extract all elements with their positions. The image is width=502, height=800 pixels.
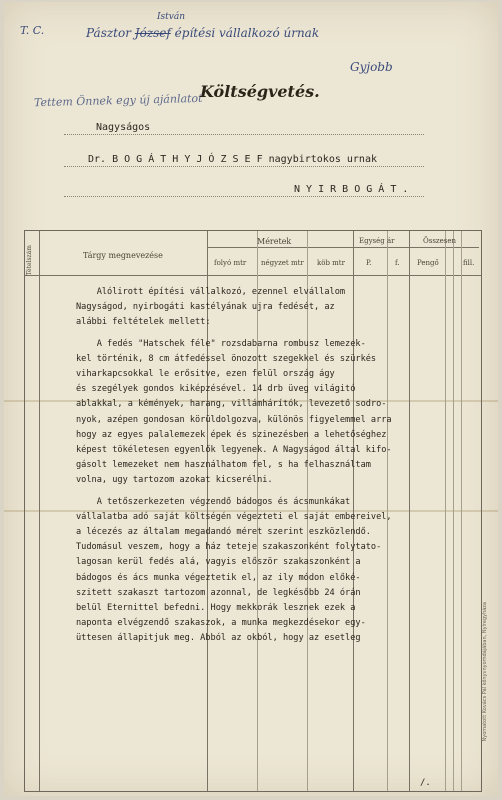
body-line: nyok, azépen gondosan körüldolgozva, különös figyelemmel arra (76, 414, 392, 425)
handwritten-prefix: Pásztor (86, 26, 131, 40)
header-number: Tételszám (26, 245, 33, 276)
header-pengo: Pengő (417, 259, 439, 267)
body-line: üttesen állapitjuk meg. Abból az okból, hogy az esetleg (76, 633, 361, 644)
column-rule (445, 231, 446, 791)
handwritten-inserted-name: István (157, 12, 186, 22)
body-line: naponta elvégzendő szakaszok, a munka megkezdésekor egy- (76, 618, 366, 629)
header-cubic-meter: köb mtr (317, 259, 345, 267)
printer-note: Nyomatott Kovács Pál könyvnyomdájában, Nyíregyháza (482, 602, 488, 742)
body-line: bádogos és ács munka végeztetik el, az ily módon előké- (76, 572, 361, 583)
dotted-line (64, 196, 424, 197)
body-paragraph (76, 337, 436, 489)
handwritten-tc: T. C. (20, 24, 45, 37)
body-line: viharkapcsokkal le erősitve, ezen felül ország ágy (76, 369, 335, 380)
body-line: Nagyságod, nyirbogáti kastélyának ujra fedését, az (76, 302, 335, 313)
typed-body (76, 285, 436, 653)
body-line: Alólirott építési vállalkozó, ezennel elvállalom (76, 287, 346, 297)
dotted-line (64, 134, 424, 135)
page-mark: /. (420, 778, 431, 788)
header-square-meter: négyzet mtr (261, 259, 304, 267)
column-rule (453, 231, 454, 791)
body-line: alábbi feltételek mellett: (76, 317, 211, 328)
header-p: P. (366, 259, 372, 267)
handwritten-suffix: építési vállalkozó úrnak (174, 26, 320, 40)
body-line: Tudomásul veszem, hogy a ház teteje szakaszonként folytato- (76, 542, 382, 553)
column-rule (461, 231, 462, 791)
body-paragraph (76, 285, 436, 331)
body-line: vállalatba adó saját költségén végezteti el saját embereivel, (76, 511, 392, 522)
body-line: gásolt lemezeket nem használhatom fel, s ha felhasználtam (76, 460, 371, 471)
header-subrule (207, 247, 375, 248)
header-fill: fill. (463, 259, 475, 267)
header-item: Tárgy megnevezése (83, 251, 163, 260)
body-line: lagosan kerül fedés alá, vagyis először szakaszonként a (76, 557, 361, 568)
handwritten-note: Tettem Önnek egy új ajánlatot (33, 91, 203, 110)
column-rule (39, 231, 40, 791)
body-line: képest tökéletesen egyenlők legyenek. A Nagyságod által kifo- (76, 445, 392, 456)
recipient-line: Dr. B O G Á T H Y J Ó Z S E F nagybirtokos urnak (88, 154, 377, 165)
place-line: N Y I R B O G Á T . (294, 184, 409, 195)
body-line: A fedés "Hatschek féle" rozsdabarna rombusz lemezek- (76, 338, 366, 349)
body-line: belül Eternittel befedni. Hogy mekkorák lesznek ezek a (76, 603, 356, 614)
header-unit-price: Egység ár (359, 237, 395, 245)
body-line: kel történik, 8 cm átfedéssel önozott szegekkel és szürkés (76, 353, 377, 364)
header-total: Összesen (423, 237, 456, 245)
header-running-meter: folyó mtr (214, 259, 247, 267)
document-title: Költségvetés. (200, 82, 320, 101)
body-line: a lécezés az általam megadandó méret szerint eszközlendő. (76, 527, 371, 538)
handwritten-struck-name: József (134, 26, 171, 40)
body-line: volna, ugy tartozom azokat kicserélni. (76, 475, 273, 486)
dotted-line (64, 166, 424, 167)
body-line: A tetőszerkezeten végzendő bádogos és ácsmunkákat (76, 496, 351, 507)
header-measures: Méretek (257, 237, 292, 246)
header-f: f. (395, 259, 400, 267)
document-sheet (4, 2, 498, 796)
handwritten-addressee (86, 26, 319, 40)
body-line: és szegélyek gondos kiképzésével. 14 drb üveg világitó (76, 384, 356, 395)
body-line: hogy az egyes palalemezek épek és szinezésben a lehetőséghez (76, 429, 387, 440)
salutation: Nagyságos (96, 122, 151, 133)
handwritten-signature: Gyjobb (350, 60, 393, 74)
header-rule (25, 275, 481, 276)
body-line: ablakkal, a kémények, harang, villámhárítók, levezető sodro- (76, 399, 387, 410)
body-paragraph (76, 495, 436, 647)
body-line: szitett szakaszt tartozom azonnal, de legkésőbb 24 órán (76, 587, 361, 598)
